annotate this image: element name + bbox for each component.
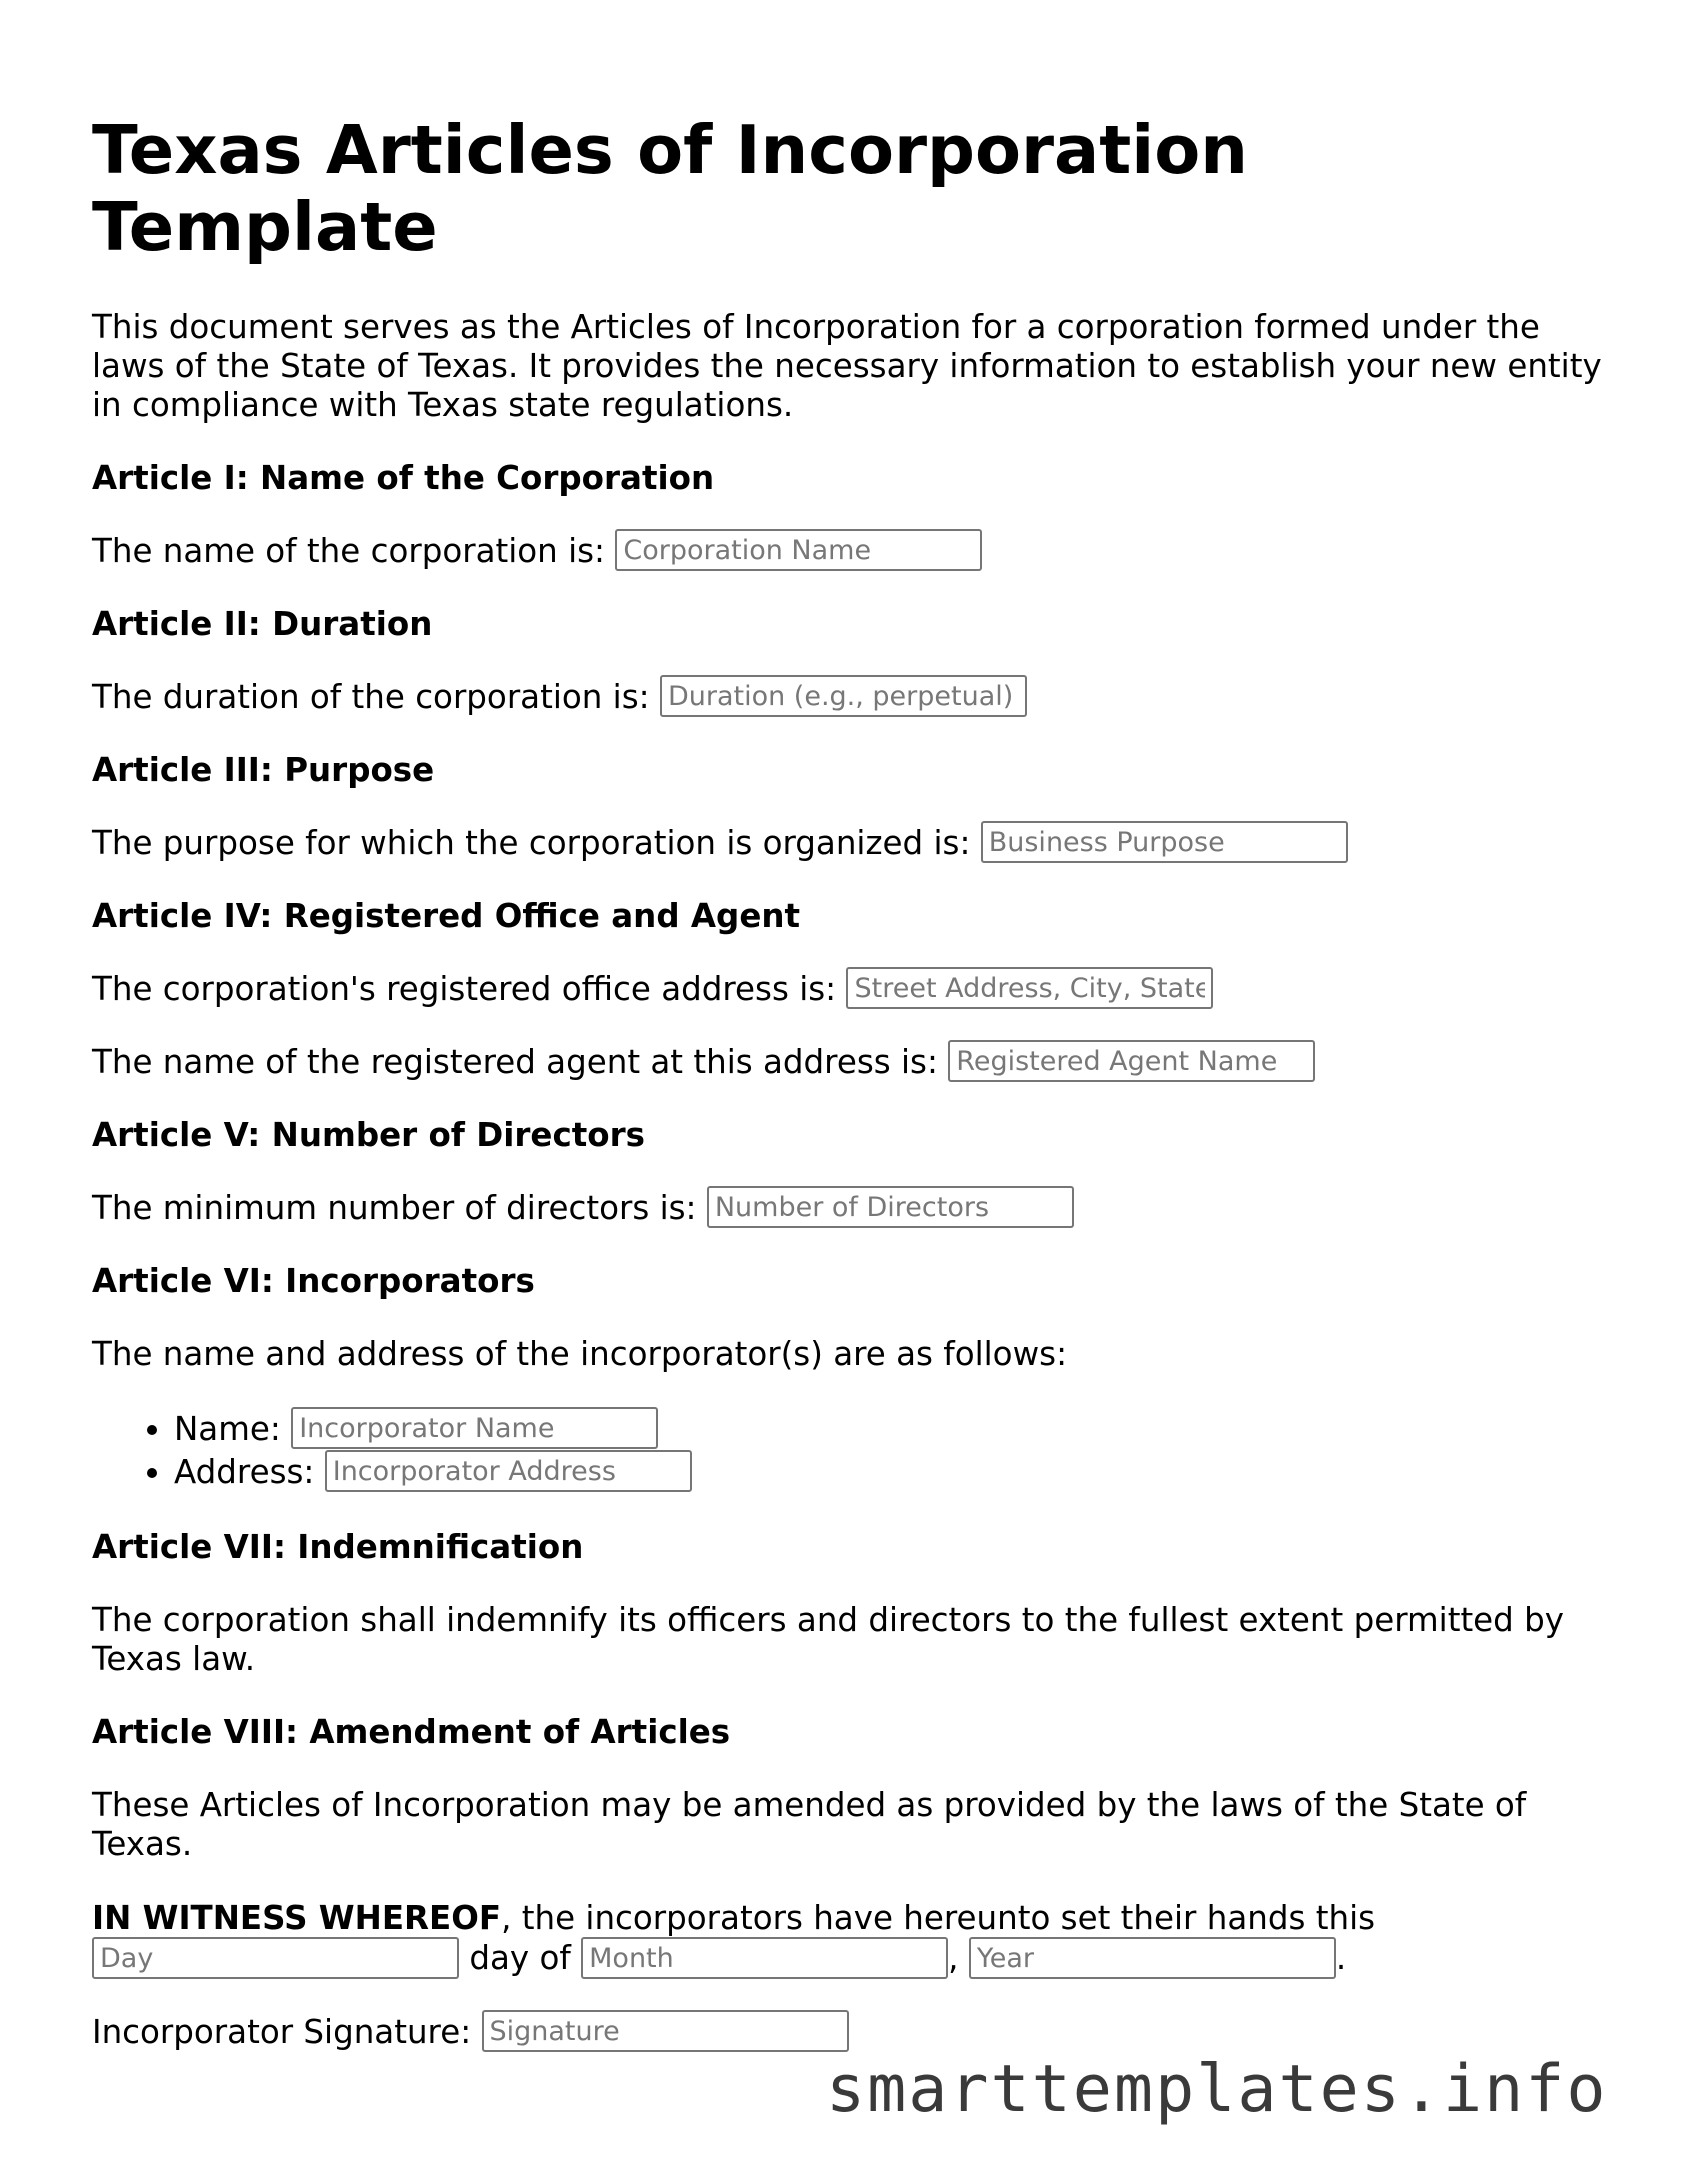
watermark-text: smarttemplates.info — [826, 2052, 1608, 2127]
article-4-heading: Article IV: Registered Office and Agent — [92, 897, 801, 935]
duration-input[interactable] — [660, 675, 1027, 717]
witness-clause — [92, 1898, 1602, 1979]
article-8-heading: Article VIII: Amendment of Articles — [92, 1713, 731, 1751]
witness-bold-text: IN WITNESS WHEREOF — [92, 1899, 502, 1937]
incorporator-name-input[interactable] — [291, 1407, 658, 1449]
signature-row — [92, 2013, 1602, 2052]
article-1-heading: Article I: Name of the Corporation — [92, 459, 715, 497]
purpose-label: The purpose for which the corporation is organized is: — [92, 824, 971, 862]
incorporator-name-label: Name: — [174, 1410, 281, 1448]
witness-text: , the incorporators have hereunto set their hands this — [501, 1899, 1376, 1937]
page-title: Texas Articles of Incorporation Template — [92, 111, 1248, 266]
signature-label: Incorporator Signature: — [92, 2013, 472, 2051]
article-5-heading: Article V: Number of Directors — [92, 1116, 645, 1154]
article-7-heading: Article VII: Indemnification — [92, 1528, 584, 1566]
registered-agent-label: The name of the registered agent at this address is: — [92, 1043, 938, 1081]
indemnification-text: The corporation shall indemnify its officers and directors to the fullest extent permitted by Texas law. — [92, 1601, 1565, 1678]
article-2-heading: Article II: Duration — [92, 605, 433, 643]
corporation-name-input[interactable] — [615, 529, 982, 571]
registered-agent-input[interactable] — [948, 1040, 1315, 1082]
registered-office-label: The corporation's registered office address is: — [92, 970, 837, 1008]
incorporator-address-input[interactable] — [325, 1450, 692, 1492]
day-of-text: day of — [469, 1939, 571, 1977]
business-purpose-input[interactable] — [981, 821, 1348, 863]
article-4-office-row — [92, 970, 1602, 1009]
directors-label: The minimum number of directors is: — [92, 1189, 697, 1227]
amendment-text: These Articles of Incorporation may be amended as provided by the laws of the State of Texas. — [92, 1786, 1527, 1863]
year-input[interactable] — [969, 1937, 1336, 1979]
period-text: . — [1335, 1939, 1347, 1977]
document-page — [92, 112, 1602, 2086]
article-2-field-row — [92, 678, 1602, 717]
registered-office-input[interactable] — [846, 967, 1213, 1009]
article-1-field-row — [92, 532, 1602, 571]
duration-label: The duration of the corporation is: — [92, 678, 650, 716]
article-6-heading: Article VI: Incorporators — [92, 1262, 535, 1300]
article-4-agent-row — [92, 1043, 1602, 1082]
incorporator-address-label: Address: — [174, 1453, 315, 1491]
comma-text: , — [948, 1939, 959, 1977]
article-5-field-row — [92, 1189, 1602, 1228]
month-input[interactable] — [581, 1937, 948, 1979]
incorporators-text: The name and address of the incorporator(s) are as follows: — [92, 1335, 1068, 1373]
number-of-directors-input[interactable] — [707, 1186, 1074, 1228]
article-3-field-row — [92, 824, 1602, 863]
list-item — [174, 1408, 1602, 1451]
signature-input[interactable] — [482, 2010, 849, 2052]
intro-paragraph: This document serves as the Articles of Incorporation for a corporation formed under the laws of the State of Texas. It provides the necessary information to establish your new entity in compliance with Texas state regulations. — [92, 308, 1602, 424]
day-input[interactable] — [92, 1937, 459, 1979]
incorporator-list — [92, 1408, 1602, 1494]
list-item — [174, 1451, 1602, 1494]
corporation-name-label: The name of the corporation is: — [92, 532, 606, 570]
article-3-heading: Article III: Purpose — [92, 751, 435, 789]
